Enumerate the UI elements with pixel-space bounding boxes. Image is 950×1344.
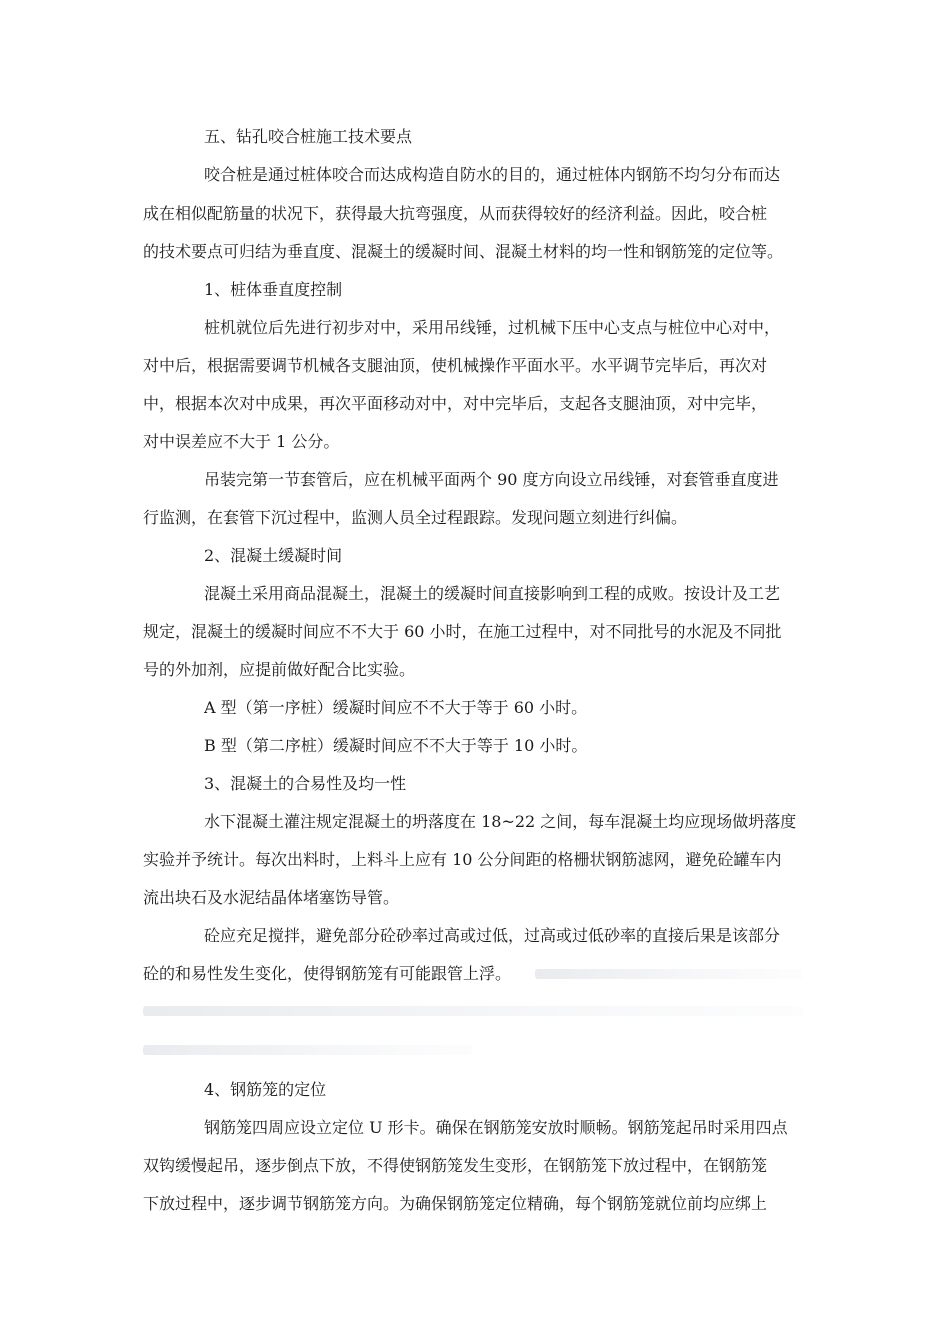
- paragraph-line: 混凝土采用商品混凝土，混凝土的缓凝时间直接影响到工程的成败。按设计及工艺: [204, 584, 781, 603]
- paragraph-line: 咬合桩是通过桩体咬合而达成构造自防水的目的，通过桩体内钢筋不均匀分布而达: [204, 165, 781, 184]
- paragraph-line: 中，根据本次对中成果，再次平面移动对中，对中完毕后，支起各支腿油顶，对中完毕，: [143, 394, 768, 413]
- paragraph-line: 桩机就位后先进行初步对中，采用吊线锤，过机械下压中心支点与桩位中心对中，: [204, 318, 781, 337]
- paragraph-line: 行监测，在套管下沉过程中，监测人员全过程跟踪。发现问题立刻进行纠偏。: [143, 508, 688, 527]
- paragraph-line: 砼的和易性发生变化，使得钢筋笼有可能跟管上浮。: [143, 964, 512, 983]
- paragraph-line: 下放过程中，逐步调节钢筋笼方向。为确保钢筋笼定位精确，每个钢筋笼就位前均应绑上: [143, 1194, 768, 1213]
- paragraph-line: B 型（第二序桩）缓凝时间应不不大于等于 10 小时。: [204, 736, 588, 755]
- paragraph-line: 流出块石及水泥结晶体堵塞饬导管。: [143, 888, 400, 907]
- paragraph-line: 实验并予统计。每次出料时，上料斗上应有 10 公分间距的格栅状钢筋滤网，避免砼罐车内: [143, 850, 782, 869]
- paragraph-line: A 型（第一序桩）缓凝时间应不不大于等于 60 小时。: [204, 698, 588, 717]
- paragraph-line: 水下混凝土灌注规定混凝土的坍落度在 18~22 之间，每车混凝土均应现场做坍落度: [204, 812, 797, 831]
- paragraph-line: 钢筋笼四周应设立定位 U 形卡。确保在钢筋笼安放时顺畅。钢筋笼起吊时采用四点: [204, 1118, 788, 1137]
- paragraph-line: 吊装完第一节套管后，应在机械平面两个 90 度方向设立吊线锤，对套管垂直度进: [204, 470, 779, 489]
- subsection-heading: 1、桩体垂直度控制: [204, 280, 343, 299]
- section-heading: 五、钻孔咬合桩施工技术要点: [204, 127, 413, 146]
- paragraph-line: 号的外加剂，应提前做好配合比实验。: [143, 660, 416, 679]
- paragraph-line: 成在相似配筋量的状况下，获得最大抗弯强度，从而获得较好的经济利益。因此，咬合桩: [143, 204, 768, 223]
- subsection-heading: 4、钢筋笼的定位: [204, 1080, 327, 1099]
- paragraph-line: 对中后，根据需要调节机械各支腿油顶，使机械操作平面水平。水平调节完毕后，再次对: [143, 356, 768, 375]
- paragraph-line: 双钩缓慢起吊，逐步倒点下放，不得使钢筋笼发生变形，在钢筋笼下放过程中，在钢筋笼: [143, 1156, 768, 1175]
- paragraph-line: 对中误差应不大于 1 公分。: [143, 432, 340, 451]
- subsection-heading: 3、混凝土的合易性及均一性: [204, 774, 407, 793]
- paragraph-line: 规定，混凝土的缓凝时间应不不大于 60 小时，在施工过程中，对不同批号的水泥及不同批: [143, 622, 782, 641]
- subsection-heading: 2、混凝土缓凝时间: [204, 546, 343, 565]
- faded-text-block: [143, 1045, 473, 1055]
- faded-text-block: [143, 1006, 803, 1016]
- paragraph-line: 的技术要点可归结为垂直度、混凝土的缓凝时间、混凝土材料的均一性和钢筋笼的定位等。: [143, 242, 784, 261]
- paragraph-line: 砼应充足搅拌，避免部分砼砂率过高或过低，过高或过低砂率的直接后果是该部分: [204, 926, 781, 945]
- faded-text-block: [535, 969, 803, 979]
